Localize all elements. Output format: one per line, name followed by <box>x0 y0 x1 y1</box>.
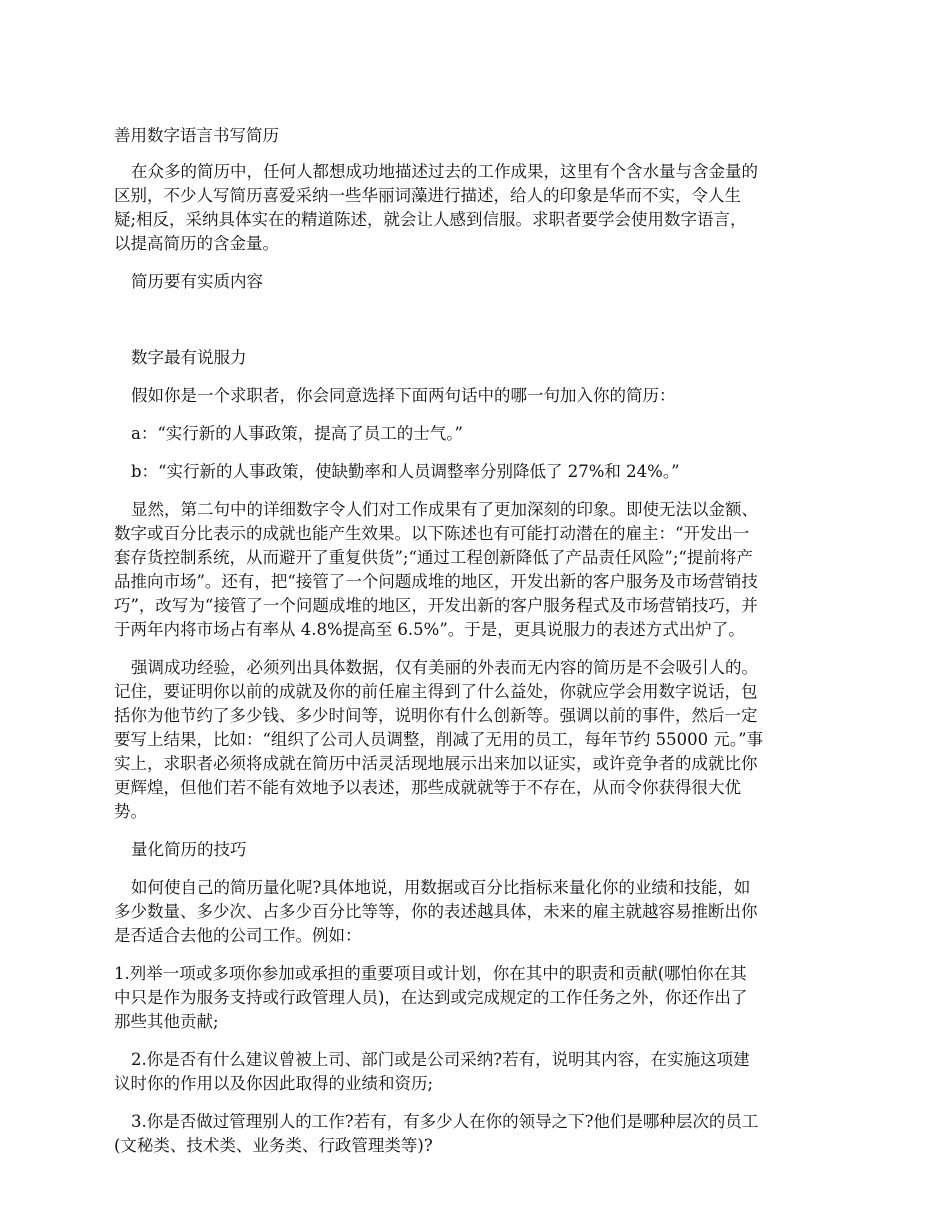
document-page <box>114 124 842 1172</box>
text-line: 套存货控制系统，从而避开了重复供货”;“通过工程创新降低了产品责任风险”;“提前将产 <box>114 548 753 567</box>
text-line: 显然，第二句中的详细数字令人们对工作成果有了更加深刻的印象。即使无法以金额、 <box>131 500 758 519</box>
text-line: 3.你是否做过管理别人的工作?若有，有多少人在你的领导之下?他们是哪种层次的员工 <box>131 1112 759 1131</box>
section-heading-numbers <box>114 346 842 370</box>
text-line: 区别，不少人写简历喜爱采纳一些华丽词藻进行描述，给人的印象是华而不实，令人生 <box>114 186 741 205</box>
section-heading-text: 数字最有说服力 <box>131 348 247 367</box>
text-line: b：“实行新的人事政策，使缺勤率和人员调整率分别降低了 27%和 24%。” <box>131 462 680 481</box>
section-heading-quantify <box>114 838 842 862</box>
text-line: 在众多的简历中，任何人都想成功地描述过去的工作成果，这里有个含水量与含金量的 <box>131 162 758 181</box>
text-line: 是否适合去他的公司工作。例如： <box>114 926 362 945</box>
option-b <box>114 460 842 484</box>
text-line: (文秘类、技术类、业务类、行政管理类等)? <box>114 1136 433 1155</box>
text-line: 那些其他贡献; <box>114 1012 219 1031</box>
text-line: 疑;相反，采纳具体实在的精道陈述，就会让人感到信服。求职者要学会使用数字语言， <box>114 210 747 229</box>
success-paragraph <box>114 656 842 824</box>
text-line: 括你为他节约了多少钱、多少时间等，说明你有什么创新等。强调以前的事件，然后一定 <box>114 706 758 725</box>
document-title-text: 善用数字语言书写简历 <box>114 126 279 145</box>
section-heading-text: 量化简历的技巧 <box>131 840 247 859</box>
list-item-2 <box>114 1048 842 1096</box>
intro-paragraph <box>114 160 842 256</box>
section-heading-text: 简历要有实质内容 <box>131 272 263 291</box>
blank-space <box>114 308 842 346</box>
text-line: 1.列举一项或多项你参加或承担的重要项目或计划，你在其中的职责和贡献(哪怕你在其 <box>114 964 747 983</box>
text-line: 更辉煌，但他们若不能有效地予以表述，那些成就就等于不存在，从而令你获得很大优 <box>114 778 741 797</box>
text-line: a：“实行新的人事政策，提高了员工的士气。” <box>131 424 463 443</box>
text-line: 假如你是一个求职者，你会同意选择下面两句话中的哪一句加入你的简历： <box>131 386 676 405</box>
text-line: 以提高简历的含金量。 <box>114 234 279 253</box>
question-paragraph <box>114 384 842 408</box>
text-line: 记住，要证明你以前的成就及你的前任雇主得到了什么益处，你就应学会用数字说话，包 <box>114 682 758 701</box>
text-line: 要写上结果，比如：“组织了公司人员调整，削减了无用的员工，每年节约 55000 元。”事 <box>114 730 764 749</box>
text-line: 中只是作为服务支持或行政管理人员)，在达到或完成规定的工作任务之外，你还作出了 <box>114 988 748 1007</box>
document-title <box>114 124 842 148</box>
text-line: 议时你的作用以及你因此取得的业绩和资历; <box>114 1074 434 1093</box>
option-a <box>114 422 842 446</box>
text-line: 强调成功经验，必须列出具体数据，仅有美丽的外表而无内容的简历是不会吸引人的。 <box>131 658 758 677</box>
list-item-1 <box>114 962 842 1034</box>
text-line: 数字或百分比表示的成就也能产生效果。以下陈述也有可能打动潜在的雇主：“开发出一 <box>114 524 750 543</box>
text-line: 于两年内将市场占有率从 4.8%提高至 6.5%”。于是，更具说服力的表述方式出炉了。 <box>114 620 745 639</box>
text-line: 巧”，改写为“接管了一个问题成堆的地区，开发出新的客户服务程式及市场营销技巧，并 <box>114 596 758 615</box>
text-line: 实上，求职者必须将成就在简历中活灵活现地展示出来加以证实，或许竞争者的成就比你 <box>114 754 758 773</box>
text-line: 2.你是否有什么建议曾被上司、部门或是公司采纳?若有，说明其内容，在实施这项建 <box>131 1050 750 1069</box>
quantify-paragraph <box>114 876 842 948</box>
text-line: 势。 <box>114 802 147 821</box>
text-line: 多少数量、多少次、占多少百分比等等，你的表述越具体，未来的雇主就越容易推断出你 <box>114 902 758 921</box>
text-line: 如何使自己的简历量化呢?具体地说，用数据或百分比指标来量化你的业绩和技能，如 <box>131 878 751 897</box>
explanation-paragraph <box>114 498 842 642</box>
section-heading-substance <box>114 270 842 294</box>
list-item-3 <box>114 1110 842 1158</box>
text-line: 品推向市场”。还有，把“接管了一个问题成堆的地区，开发出新的客户服务及市场营销技 <box>114 572 758 591</box>
